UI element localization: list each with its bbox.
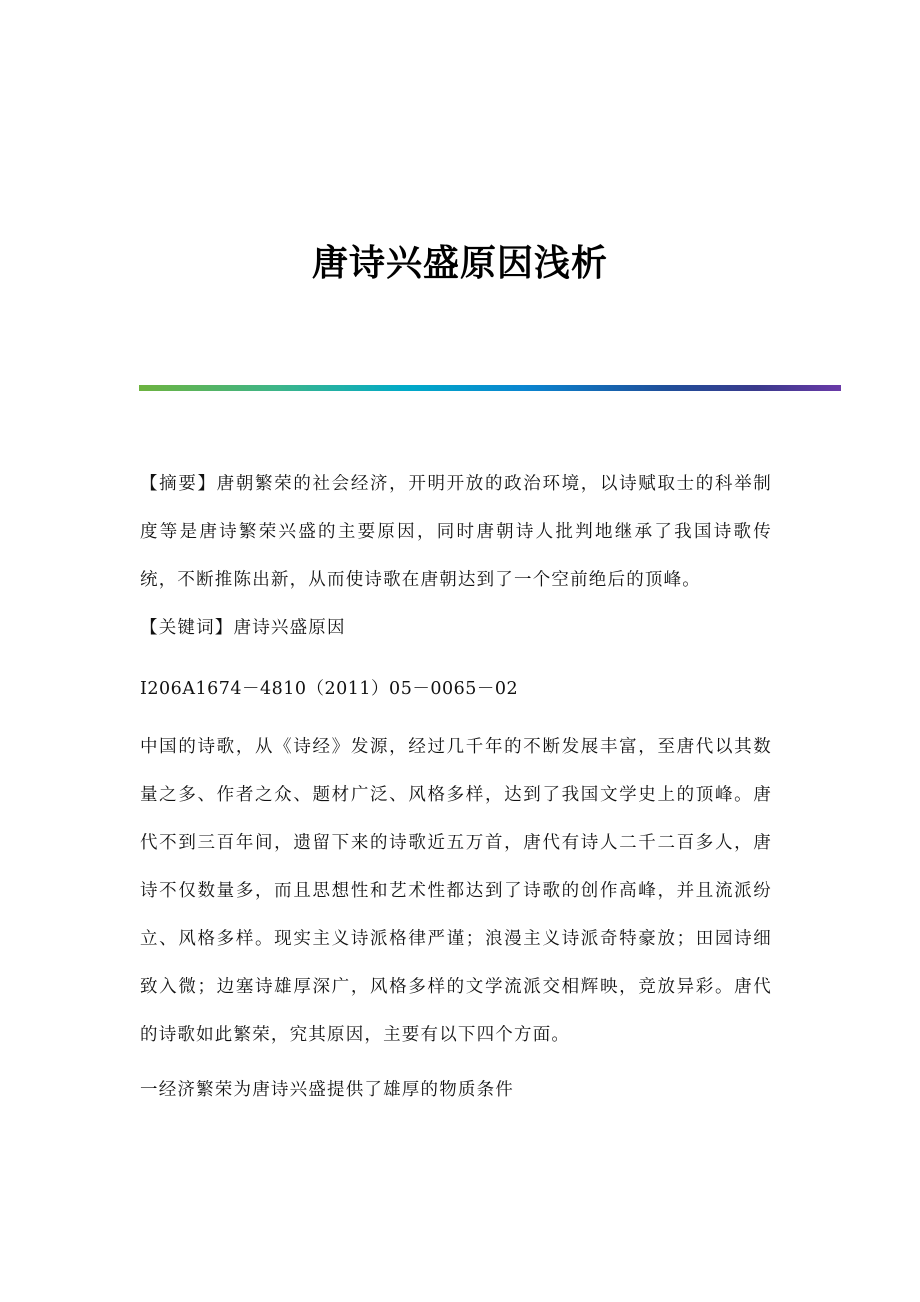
keywords-line: 【关键词】唐诗兴盛原因 [140, 618, 346, 638]
document-title: 唐诗兴盛原因浅析 [311, 243, 608, 285]
gradient-divider [139, 385, 841, 391]
abstract-paragraph: 【摘要】唐朝繁荣的社会经济，开明开放的政治环境，以诗赋取士的科举制度等是唐诗繁荣兴盛的主要原因，同时唐朝诗人批判地继承了我国诗歌传统，不断推陈出新，从而使诗歌在唐朝达到了一个空前绝后的顶峰。 [140, 474, 772, 590]
section-heading: 一经济繁荣为唐诗兴盛提供了雄厚的物质条件 [140, 1080, 514, 1100]
classification-number: I206A1674－4810（2011）05－0065－02 [140, 679, 519, 699]
intro-paragraph: 中国的诗歌，从《诗经》发源，经过几千年的不断发展丰富，至唐代以其数量之多、作者之众、题材广泛、风格多样，达到了我国文学史上的顶峰。唐代不到三百年间，遗留下来的诗歌近五万首，唐代有诗人二千二百多人，唐诗不仅数量多，而且思想性和艺术性都达到了诗歌的创作高峰，并且流派纷立、风格多样。现实主义诗派格律严谨；浪漫主义诗派奇特豪放；田园诗细致入微；边塞诗雄厚深广，风格多样的文学流派交相辉映，竞放异彩。唐代的诗歌如此繁荣，究其原因，主要有以下四个方面。 [140, 737, 772, 1045]
